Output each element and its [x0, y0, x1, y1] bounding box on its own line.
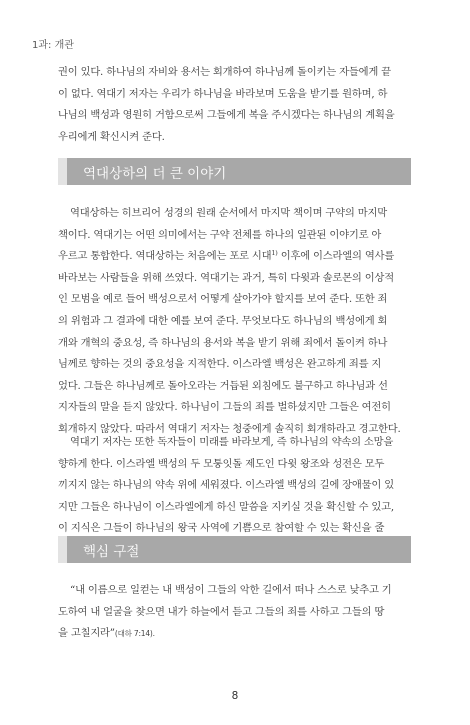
text-line: 개와 개혁의 중요성, 즉 하나님의 용서와 복을 받기 위해 죄에서 돌이켜 하나 — [58, 336, 388, 349]
intro-paragraph — [58, 62, 402, 148]
text-line: 향하게 한다. 이스라엘 백성의 두 모퉁잇돌 제도인 다윗 왕조와 성전은 모두 — [58, 457, 385, 470]
text-line: 역대기 저자는 또한 독자들이 미래를 바라보게, 즉 하나님의 약속의 소망을 — [70, 436, 394, 448]
text-fragment: 이후에 이스라엘의 역사를 — [277, 250, 395, 263]
text-line: 이 없다. 역대기 저자는 우리가 하나님을 바라보며 도움을 받기를 원하며, 하 — [58, 87, 388, 100]
text-line: 인 모범을 예로 들어 백성으로서 어떻게 살아가야 할지를 보여 준다. 또한 죄 — [58, 293, 388, 306]
section-header-big-story — [58, 158, 411, 185]
text-line: 이 지식은 그들이 하나님의 왕국 사역에 기쁨으로 참여할 수 있는 확신을 줄 — [58, 522, 385, 535]
scripture-citation: (대하 7:14). — [114, 629, 155, 639]
section-header-tab — [58, 158, 67, 185]
text-line: 지만 그들은 하나님이 이스라엘에게 하신 말씀을 지키실 것을 확신할 수 있고, — [58, 500, 394, 513]
text-line: 책이다. 역대기는 어떤 의미에서는 구약 전체를 하나의 일관된 이야기로 아 — [58, 228, 382, 241]
text-line: 었다. 그들은 하나님께로 돌아오라는 거듭된 외침에도 불구하고 하나님과 선 — [58, 379, 388, 392]
text-line: 의 위험과 그 결과에 대한 예를 보여 준다. 무엇보다도 하나님의 백성에게 회 — [58, 314, 388, 327]
text-line: “내 이름으로 일컫는 내 백성이 그들의 악한 길에서 떠나 스스로 낮추고 기 — [70, 584, 392, 596]
text-line: 도하여 내 얼굴을 찾으면 내가 하늘에서 듣고 그들의 죄를 사하고 그들의 땅 — [58, 605, 385, 618]
page-number: 8 — [231, 690, 239, 702]
text-line: 바라보는 사람들을 위해 쓰였다. 역대기는 과거, 특히 다윗과 솔로몬의 이상적 — [58, 271, 394, 284]
text-line — [58, 246, 402, 268]
text-line: 우리에게 확신시켜 준다. — [58, 130, 165, 143]
big-story-paragraph-1 — [58, 203, 402, 441]
key-passage-quote — [58, 580, 402, 645]
section-header-tab — [58, 536, 67, 563]
section-header-key-passage — [58, 536, 411, 563]
text-line — [58, 623, 402, 645]
running-head: 1과: 개관 — [32, 40, 74, 51]
text-fragment: 우르고 통합한다. 역대상하는 처음에는 포로 시대 — [58, 250, 272, 263]
text-line: 님께로 향하는 것의 중요성을 지적한다. 이스라엘 백성은 완고하게 죄를 지 — [58, 358, 382, 371]
text-line: 권이 있다. 하나님의 자비와 용서는 회개하여 하나님께 돌이키는 자들에게 끝 — [58, 66, 391, 78]
section-title: 역대상하의 더 큰 이야기 — [83, 166, 227, 182]
text-fragment: 을 고칠지라” — [58, 627, 115, 640]
text-line: 지자들의 말을 듣지 않았다. 하나님이 그들의 죄를 벌하셨지만 그들은 여전히 — [58, 401, 391, 414]
text-line: 역대상하는 히브리어 성경의 원래 순서에서 마지막 책이며 구약의 마지막 — [70, 207, 387, 219]
text-line: 회개하지 않았다. 따라서 역대기 저자는 청중에게 솔직히 회개하라고 경고한다. — [58, 422, 401, 435]
text-line: 나님의 백성과 영원히 거함으로써 그들에게 복을 주시겠다는 하나님의 계획을 — [58, 109, 395, 122]
text-line: 끼지지 않는 하나님의 약속 위에 세워졌다. 이스라엘 백성의 길에 장애물이 있 — [58, 479, 394, 492]
section-title: 핵심 구절 — [83, 544, 140, 560]
footnote-marker: 1) — [271, 249, 278, 258]
